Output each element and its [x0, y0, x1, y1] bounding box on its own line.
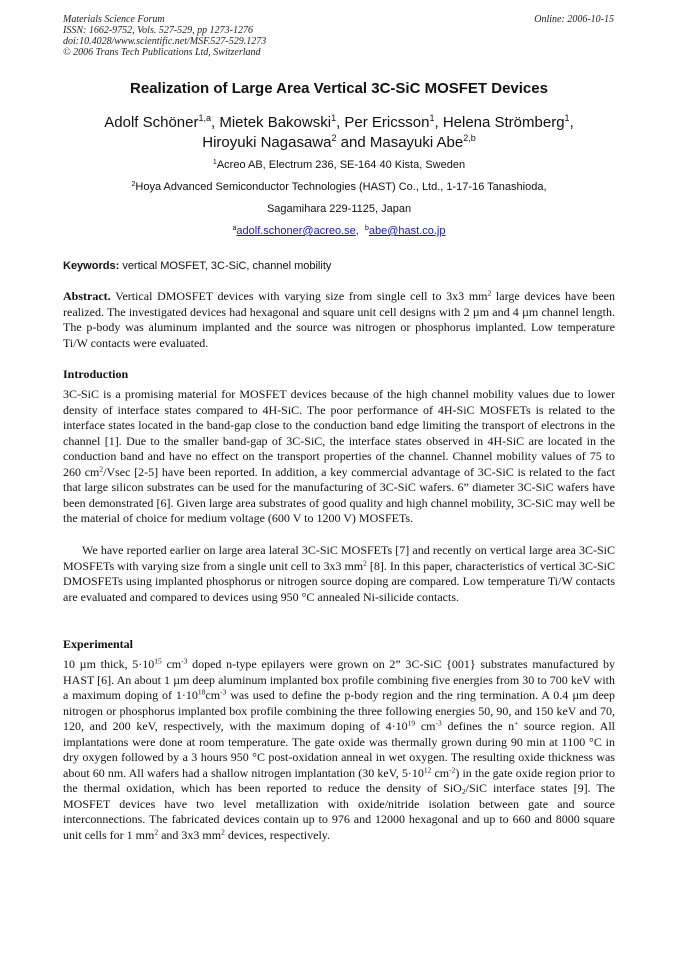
online-date: Online: 2006-10-15	[534, 14, 614, 25]
text: Vertical DMOSFET devices with varying size from single cell to 3x3 mm	[115, 289, 488, 303]
text: doped n-type epilayers were grown on 2” 3C-SiC {001} substrates manufactured by HAST [6]. An about 1 µm deep aluminum implanted box profile combining five energies from 30 to 700 keV with a maximum doping of 1·10	[63, 657, 615, 702]
author-affiliation-mark: 1	[564, 113, 570, 123]
experimental-paragraph	[63, 657, 615, 843]
author-separator: ,	[569, 114, 574, 131]
superscript: 2	[487, 288, 492, 298]
author-name: Masayuki Abe	[369, 134, 464, 151]
superscript: 2	[99, 464, 104, 473]
author-name: Hiroyuki Nagasawa	[202, 134, 332, 151]
superscript: 2	[363, 558, 367, 567]
email-line	[40, 224, 638, 238]
intro-paragraph-2	[63, 543, 615, 605]
copyright-line: © 2006 Trans Tech Publications Ltd, Switzerland	[63, 47, 261, 58]
email-link-b[interactable]: abe@hast.co.jp	[368, 225, 446, 237]
section-heading-experimental: Experimental	[63, 637, 133, 651]
abstract-label: Abstract.	[63, 289, 111, 303]
text: [8]. In this paper, characteristics of vertical 3C-SiC DMOSFETs using implanted phosphorus or nitrogen source doping are compared. Low temperature Ti/W contacts are evaluated and compared to devices using 950 °C annealed Ni-silicide contacts.	[63, 558, 615, 604]
doi-line: doi:10.4028/www.scientific.net/MSF.527-529.1273	[63, 36, 267, 47]
superscript: 15	[154, 656, 162, 666]
text: was used to define the p-body region and the ring termination. A 0.4 µm deep nitrogen or phosphorus implanted box profile combining the three following energies 50, 90, and 150 keV and 70, 120, and 200 keV, respectively, with the maximum doping of 4·10	[63, 688, 615, 733]
journal-name: Materials Science Forum	[63, 14, 165, 25]
superscript: +	[514, 718, 519, 728]
superscript: -2	[449, 765, 456, 774]
intro-paragraph-1	[63, 387, 615, 527]
text: large devices have been realized. The investigated devices had hexagonal and square unit cell designs with 2 µm and 4 µm channel length. The p-body was aluminum implanted and the source was nitrogen or phosphorus implanted. Low temperature Ti/W contacts were evaluated.	[63, 289, 615, 350]
superscript: -3	[220, 687, 227, 697]
text: devices, respectively.	[224, 827, 331, 842]
text: cm	[161, 657, 182, 671]
text: defines the n	[441, 719, 515, 733]
keywords-label: Keywords:	[63, 260, 120, 272]
journal-header	[63, 14, 266, 58]
author-separator: ,	[434, 114, 439, 131]
subscript: 2	[461, 787, 466, 796]
affiliation-mark: 1	[212, 159, 217, 166]
affiliation-1	[40, 158, 638, 172]
superscript: 19	[407, 718, 416, 728]
author-name: Per Ericsson	[344, 114, 430, 131]
affiliation-2	[40, 180, 638, 194]
superscript: -3	[181, 656, 188, 666]
author-affiliation-mark: 1	[429, 113, 435, 123]
author-separator: ,	[336, 114, 341, 131]
author-name: Adolf Schöner	[104, 114, 199, 131]
author-name: Mietek Bakowski	[219, 114, 332, 131]
email-mark: b	[364, 225, 369, 232]
email-mark: a	[232, 225, 237, 232]
email-separator: ,	[355, 225, 359, 237]
text: We have reported earlier on large area lateral 3C-SiC MOSFETs [7] and recently on vertical large area 3C-SiC MOSFETs with varying size from a single unit cell to 3x3 mm	[63, 543, 615, 573]
issn-line: ISSN: 1662-9752, Vols. 527-529, pp 1273-1276	[63, 25, 253, 36]
author-affiliation-mark: 1,a	[198, 113, 212, 123]
author-affiliation-mark: 1	[331, 113, 337, 123]
author-and: and	[340, 134, 366, 151]
text: and 3x3 mm	[158, 827, 222, 842]
abstract-paragraph	[63, 289, 615, 351]
affiliation-mark: 2	[131, 181, 136, 188]
author-affiliation-mark: 2	[331, 133, 337, 143]
text: 3C-SiC is a promising material for MOSFET devices because of the high channel mobility values due to lower density of interface states compared to 4H-SiC. The poor performance of 4H-SiC MOSFETs is related to the interface states located in the band-gap close to the conduction band edge limiting the transport of electrons in the channel [1]. Due to the smaller band-gap of 3C-SiC, the interface states observed in 4H-SiC are located in the conduction band and have no effect on the transport properties of the channel. Channel mobility values of 75 to 260 cm	[63, 387, 615, 479]
text: cm	[415, 719, 436, 733]
section-heading-introduction: Introduction	[63, 367, 129, 381]
paper-title: Realization of Large Area Vertical 3C-SiC MOSFET Devices	[130, 80, 548, 97]
text: source region. All implantations were done at room temperature. The gate oxide was thermally grown during 90 min at 1100 °C in dry oxygen followed by a 3 hours 950 °C post-oxidation anneal in wet oxygen. The resulting oxide thickness was about 60 nm. All wafers had a shallow nitrogen implantation (30 keV, 5·10	[63, 719, 615, 780]
affiliation-text: Acreo AB, Electrum 236, SE-164 40 Kista, Sweden	[216, 159, 466, 171]
text: ) in the gate oxide region prior to the thermal oxidation, which has been reported to reduce the density of SiO	[63, 765, 615, 795]
text: cm	[431, 765, 450, 780]
affiliation-2-continued: Sagamihara 229-1125, Japan	[266, 203, 412, 215]
text: /SiC interface states [9]. The MOSFET devices have two level metallization with oxide/nitride isolation between gate and source interconnections. The fabricated devices contain up to 976 and 12000 hexagonal and up to 660 and 8000 square unit cells for 1 mm	[63, 781, 615, 842]
superscript: 18	[197, 687, 206, 697]
author-separator: ,	[211, 114, 216, 131]
keywords	[63, 259, 331, 273]
text: /Vsec [2-5] have been reported. In addition, a key commercial advantage of 3C-SiC is related to the fact that large silicon substrates can be used for the manufacturing of 3C-SiC wafers. 6” diameter 3C-SiC wafers have been demonstrated [6]. Given large area substrates of good quality and high channel mobility, 3C-SiC may well be the material of choice for medium voltage (600 V to 1200 V) MOSFETs.	[63, 464, 615, 525]
email-link-a[interactable]: adolf.schoner@acreo.se	[236, 225, 356, 237]
superscript: 12	[423, 765, 432, 774]
superscript: 2	[154, 827, 159, 836]
author-name: Helena Strömberg	[442, 114, 565, 131]
superscript: -3	[435, 718, 442, 728]
text: cm	[205, 688, 221, 702]
affiliation-text: Hoya Advanced Semiconductor Technologies (HAST) Co., Ltd., 1-17-16 Tanashioda,	[135, 181, 547, 193]
text: 10 µm thick, 5·10	[63, 657, 155, 671]
superscript: 2	[221, 827, 225, 836]
author-list	[40, 113, 638, 153]
author-affiliation-mark: 2,b	[463, 133, 476, 143]
keywords-text: vertical MOSFET, 3C-SiC, channel mobility	[122, 260, 332, 272]
